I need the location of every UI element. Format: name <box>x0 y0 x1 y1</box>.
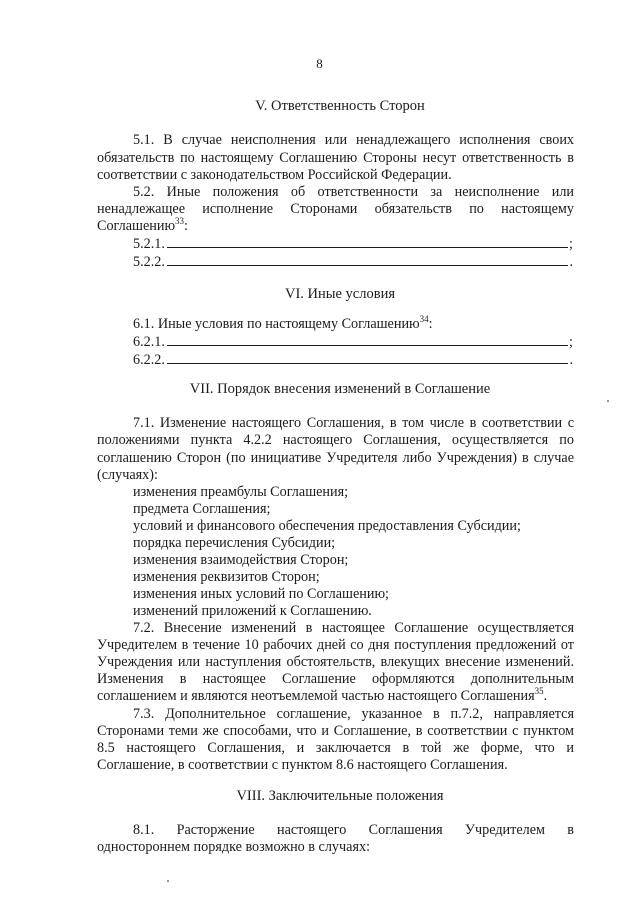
section-6-title: VI. Иные условия <box>284 286 396 302</box>
section-8-title: VIII. Заключительные положения <box>236 788 444 804</box>
section-8-1-line-2: одностороннем порядке возможно в случаях: <box>97 839 371 855</box>
scan-speck <box>167 880 169 882</box>
page-number: 8 <box>316 56 323 71</box>
case-item: изменений приложений к Соглашению. <box>133 603 372 619</box>
section-7-3-line-2: Сторонами теми же способами, что и Соглашение, в соответствии с пунктом <box>97 723 574 739</box>
section-5-title: V. Ответственность Сторон <box>255 98 425 114</box>
case-item: изменения иных условий по Соглашению; <box>133 586 389 602</box>
section-7-1-line-1: 7.1. Изменение настоящего Соглашения, в том числе в соответствии с <box>133 415 574 431</box>
section-7-3-line-1: 7.3. Дополнительное соглашение, указанное в п.7.2, направляется <box>133 706 574 722</box>
footnote-34: 34 <box>419 314 429 324</box>
section-7-2-line-4: Изменения в настоящее Соглашение оформляются дополнительным <box>97 671 574 687</box>
fill-in-rule <box>167 362 569 364</box>
section-7-2-line-2: Учредителем в течение 10 рабочих дней со дня поступления предложений от <box>97 637 574 653</box>
section-7-1-line-2: положениями пункта 4.2.2 настоящего Соглашения, осуществляется по <box>97 432 574 448</box>
fill-in-rule <box>167 344 568 346</box>
blank-label: 5.2.2. <box>133 254 165 270</box>
section-7-2-line-3: Учреждения или наступления обстоятельств, влекущих внесение изменений. <box>97 654 574 670</box>
section-5-1-line-2: обязательств по настоящему Соглашению Стороны несут ответственность в <box>97 150 574 166</box>
section-6-1-colon: : <box>428 316 433 332</box>
case-item: изменения реквизитов Сторон; <box>133 569 320 585</box>
fill-in-rule <box>167 264 569 266</box>
section-7-1-line-4: (случаях): <box>97 467 158 483</box>
section-7-2-period: . <box>543 688 548 704</box>
section-5-2-colon: : <box>184 218 188 234</box>
footnote-35: 35 <box>534 686 544 696</box>
blank-line-6-2-1 <box>133 334 573 351</box>
section-7-2-last-text: соглашением и являются неотъемлемой частью настоящего Соглашения <box>97 688 535 704</box>
case-item: изменения преамбулы Соглашения; <box>133 484 349 500</box>
section-7-title: VII. Порядок внесения изменений в Соглашение <box>189 381 491 397</box>
blank-end: ; <box>569 334 573 350</box>
blank-line-5-2-2 <box>133 254 573 271</box>
fill-in-rule <box>167 246 568 248</box>
section-7-1-line-3: соглашению Сторон (по инициативе Учредителя либо Учреждения) в случае <box>97 450 574 466</box>
blank-end: . <box>569 254 573 270</box>
blank-label: 6.2.2. <box>133 352 165 368</box>
case-item: порядка перечисления Субсидии; <box>133 535 336 551</box>
blank-end: ; <box>569 236 573 252</box>
footnote-33: 33 <box>175 216 185 226</box>
section-7-2-line-5 <box>97 688 547 705</box>
blank-label: 6.2.1. <box>133 334 165 350</box>
blank-label: 5.2.1. <box>133 236 165 252</box>
case-item: предмета Соглашения; <box>133 501 271 517</box>
section-5-1-line-3: соответствии с законодательством Российской Федерации. <box>97 167 452 183</box>
case-item: условий и финансового обеспечения предоставления Субсидии; <box>133 518 521 534</box>
section-5-1-line-1: 5.1. В случае неисполнения или ненадлежащего исполнения своих <box>133 132 574 148</box>
case-item: изменения взаимодействия Сторон; <box>133 552 349 568</box>
blank-line-5-2-1 <box>133 236 573 253</box>
section-5-2-line-2: ненадлежащее исполнение Сторонами обязательств по настоящему <box>97 201 574 217</box>
section-6-1-text: 6.1. Иные условия по настоящему Соглашению <box>133 316 420 332</box>
section-5-2-last-text: Соглашению <box>97 218 176 234</box>
section-6-1-line <box>133 316 433 333</box>
section-7-3-line-3: 8.5 настоящего Соглашения, и заключается в той же форме, что и <box>97 740 574 756</box>
section-7-2-line-1: 7.2. Внесение изменений в настоящее Соглашение осуществляется <box>133 620 574 636</box>
blank-end: . <box>569 352 573 368</box>
scan-speck <box>607 400 609 402</box>
section-5-2-line-3 <box>97 218 188 235</box>
section-8-1-line-1: 8.1. Расторжение настоящего Соглашения Учредителем в <box>133 822 574 838</box>
blank-line-6-2-2 <box>133 352 573 369</box>
section-5-2-line-1: 5.2. Иные положения об ответственности за неисполнение или <box>133 184 574 200</box>
section-7-3-line-4: Соглашение, в соответствии с пунктом 8.6 настоящего Соглашения. <box>97 757 508 773</box>
